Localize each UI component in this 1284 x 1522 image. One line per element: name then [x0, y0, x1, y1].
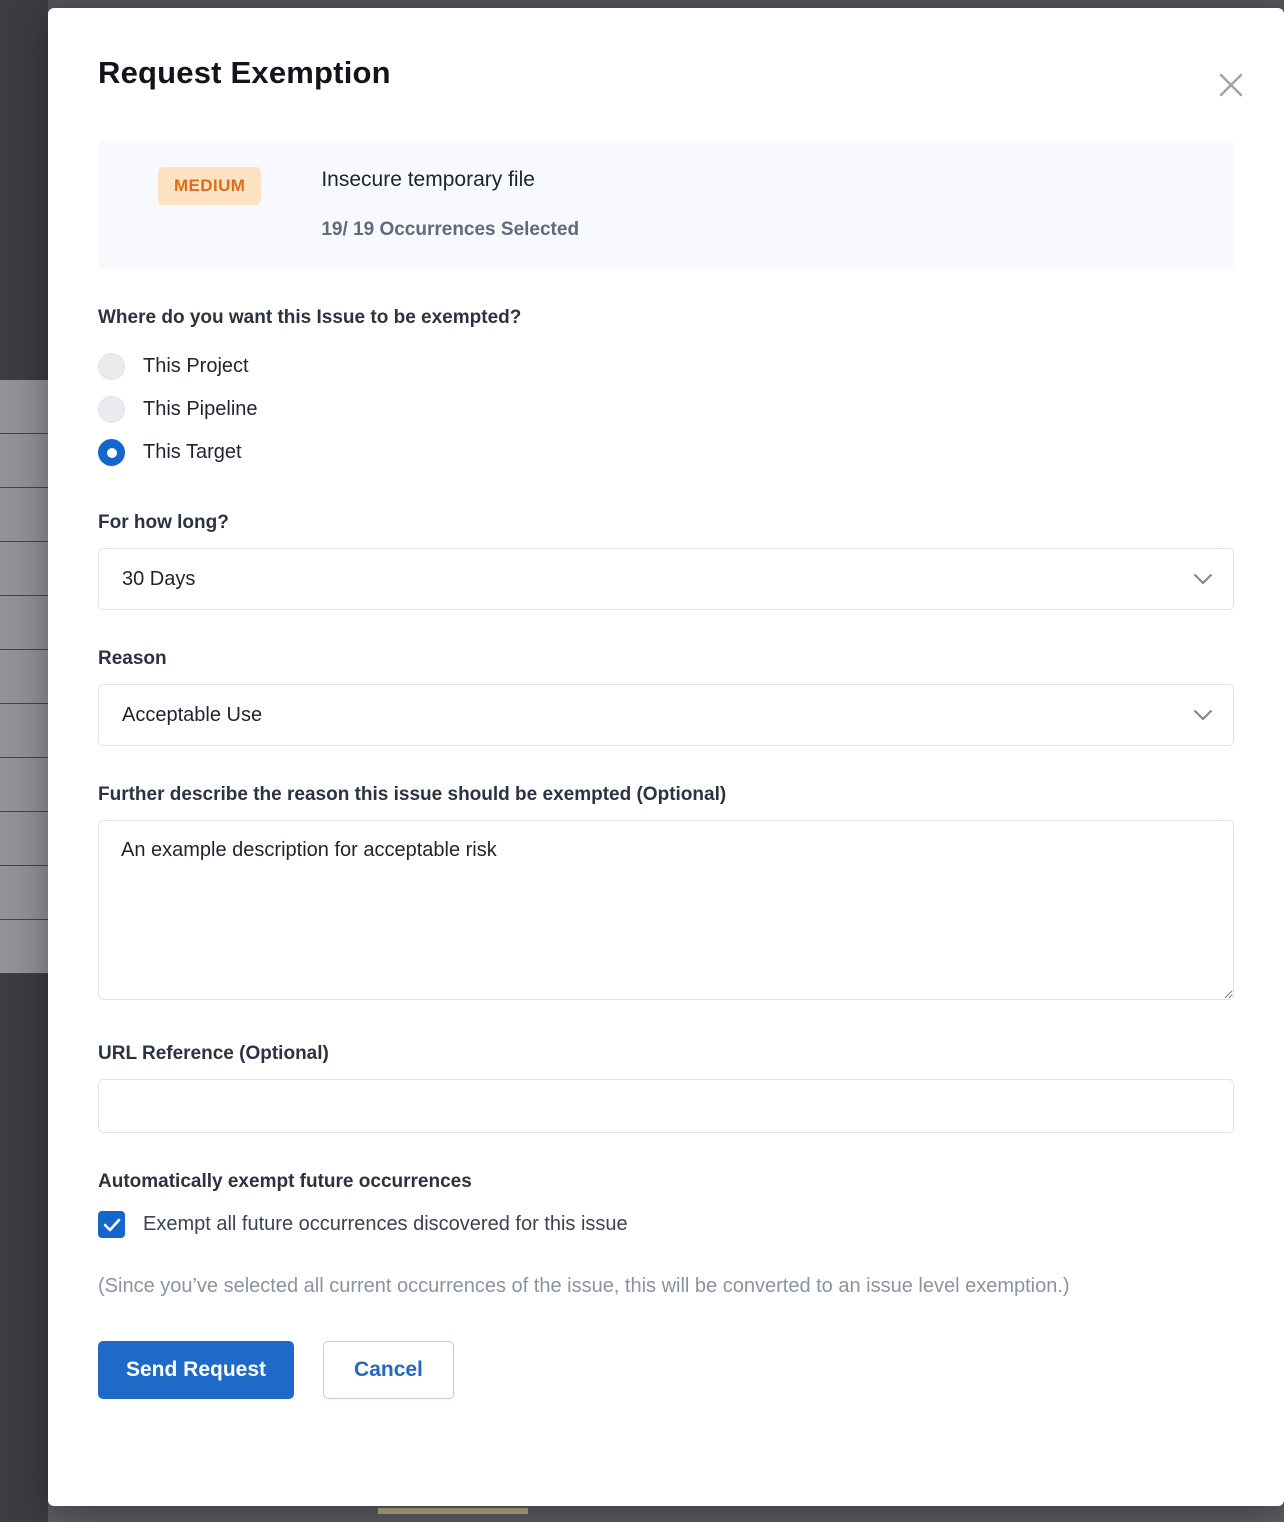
- background-row: [0, 920, 48, 974]
- radio-icon: [98, 396, 125, 423]
- background-row: [0, 812, 48, 866]
- radio-this-target[interactable]: [98, 431, 1234, 474]
- background-row: [0, 758, 48, 812]
- description-label: Further describe the reason this issue should be exempted (Optional): [98, 784, 727, 806]
- background-row: [0, 488, 48, 542]
- url-reference-label: URL Reference (Optional): [98, 1043, 329, 1065]
- issue-name: Insecure temporary file: [321, 168, 535, 192]
- radio-this-pipeline[interactable]: [98, 388, 1234, 431]
- description-textarea[interactable]: [98, 820, 1234, 1000]
- background-row: [0, 434, 48, 488]
- reason-value: Acceptable Use: [122, 703, 263, 726]
- close-icon[interactable]: [1214, 68, 1248, 102]
- send-request-button[interactable]: Send Request: [98, 1341, 294, 1399]
- url-reference-input[interactable]: [98, 1079, 1234, 1133]
- cancel-button[interactable]: Cancel: [323, 1341, 454, 1399]
- background-row: [0, 542, 48, 596]
- auto-exempt-checkbox-label: Exempt all future occurrences discovered for this issue: [143, 1213, 628, 1236]
- page-title: Request Exemption: [98, 55, 391, 90]
- auto-exempt-note: (Since you’ve selected all current occurrences of the issue, this will be converted to an issue level exemption.): [98, 1275, 1070, 1298]
- occurrences-count: 19/ 19 Occurrences Selected: [321, 219, 580, 241]
- duration-label: For how long?: [98, 512, 229, 534]
- reason-label: Reason: [98, 648, 167, 670]
- radio-icon-selected: [98, 439, 125, 466]
- background-row: [0, 650, 48, 704]
- status-badge: MEDIUM: [158, 167, 261, 205]
- scope-radio-group[interactable]: [98, 345, 1234, 474]
- radio-this-project[interactable]: [98, 345, 1234, 388]
- background-row: [0, 704, 48, 758]
- request-exemption-dialog: [48, 8, 1284, 1506]
- checkbox-checked-icon: [98, 1211, 125, 1238]
- background-row: [0, 866, 48, 920]
- radio-icon: [98, 353, 125, 380]
- duration-value: 30 Days: [122, 567, 196, 590]
- auto-exempt-checkbox-row[interactable]: [98, 1211, 1234, 1238]
- radio-label: This Pipeline: [143, 398, 258, 421]
- chevron-down-icon: [1193, 709, 1213, 721]
- radio-label: This Target: [143, 441, 242, 464]
- radio-label: This Project: [143, 355, 249, 378]
- background-rows: [0, 380, 48, 974]
- auto-exempt-label: Automatically exempt future occurrences: [98, 1171, 472, 1193]
- chevron-down-icon: [1193, 573, 1213, 585]
- background-row: [0, 380, 48, 434]
- background-footer-chip: [378, 1508, 528, 1514]
- reason-select[interactable]: [98, 684, 1234, 746]
- dialog-actions: [98, 1341, 1234, 1439]
- issue-summary-card: [98, 141, 1234, 269]
- duration-select[interactable]: [98, 548, 1234, 610]
- background-row: [0, 596, 48, 650]
- scope-label: Where do you want this Issue to be exempted?: [98, 307, 522, 329]
